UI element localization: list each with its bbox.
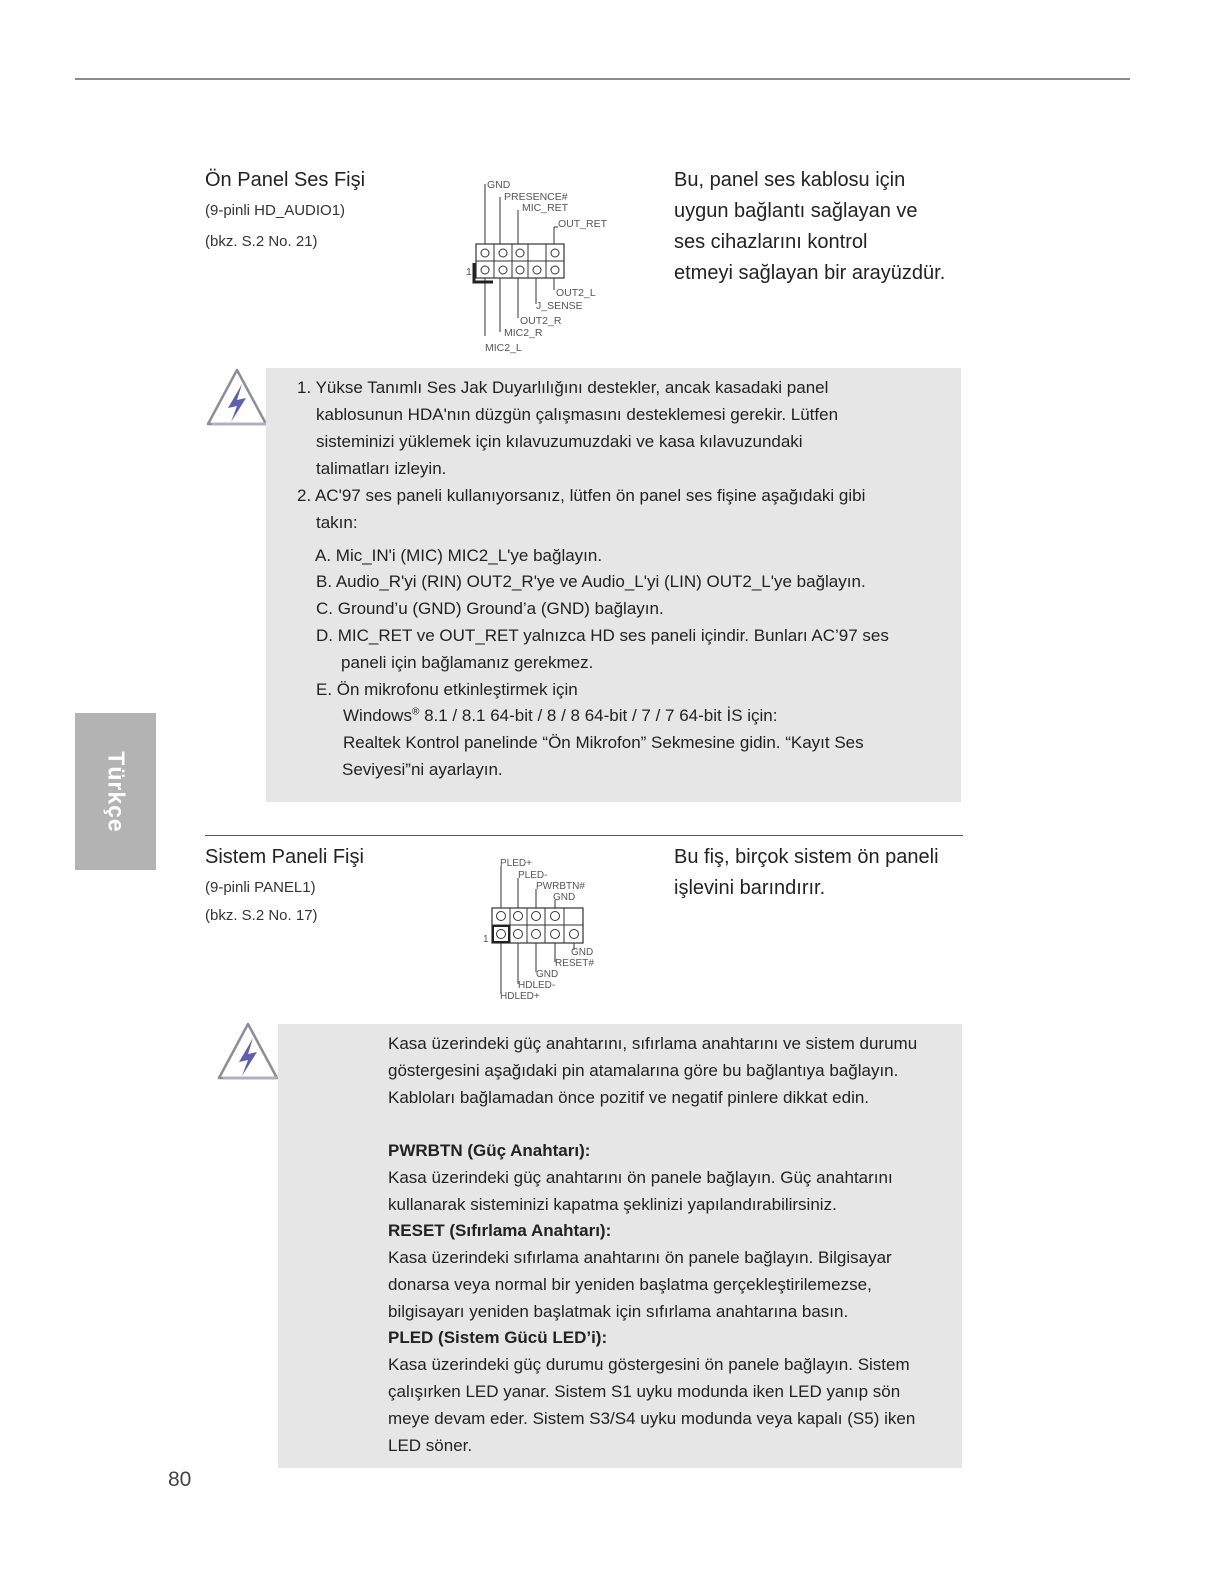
audio-desc-line: uygun bağlantı sağlayan ve — [674, 200, 918, 222]
panel-note-line: bilgisayarı yeniden başlatmak için sıfırlama anahtarına basın. — [388, 1302, 849, 1321]
pin-label-mic-ret: MIC_RET — [522, 202, 569, 214]
pin-label-j-sense: J_SENSE — [536, 300, 583, 312]
audio-note-line: D. MIC_RET ve OUT_RET yalnızca HD ses paneli içindir. Bunları AC’97 ses — [316, 626, 889, 645]
panel-header-title: Sistem Paneli Fişi — [205, 846, 364, 868]
page-number: 80 — [168, 1468, 192, 1491]
audio-note-line: kablosunun HDA'nın düzgün çalışmasını desteklemesi gerekir. Lütfen — [316, 405, 839, 424]
panel-note-line: göstergesini aşağıdaki pin atamalarına göre bu bağlantıya bağlayın. — [388, 1061, 899, 1080]
audio-header-subtitle: (9-pinli HD_AUDIO1) — [205, 202, 346, 219]
audio-note-line: paneli için bağlamanız gerekmez. — [341, 653, 594, 672]
header-rule — [75, 78, 1130, 80]
pin-label-out2-r: OUT2_R — [520, 315, 562, 327]
pin-label-mic2-l: MIC2_L — [485, 342, 522, 354]
windows-label: Windows — [343, 706, 412, 725]
audio-note-line: C. Ground’u (GND) Ground’a (GND) bağlayın. — [316, 599, 664, 618]
panel-desc-line: Bu fiş, birçok sistem ön paneli — [674, 846, 939, 868]
audio-note-line: Realtek Kontrol panelinde “Ön Mikrofon” Sekmesine gidin. “Kayıt Ses — [343, 733, 864, 752]
pin-label-gnd-right: GND — [571, 947, 594, 958]
warning-icon — [215, 1020, 281, 1084]
pin-label-pled-plus: PLED+ — [500, 858, 532, 869]
pin-label-one: 1 — [483, 934, 489, 945]
pin-label-out-ret: OUT_RET — [558, 218, 608, 230]
audio-note-line — [343, 706, 777, 726]
audio-note-line: E. Ön mikrofonu etkinleştirmek için — [316, 680, 578, 699]
section-divider — [205, 835, 963, 836]
audio-header-ref: (bkz. S.2 No. 21) — [205, 233, 318, 250]
panel-header-description — [674, 842, 939, 904]
pled-heading: PLED (Sistem Gücü LED’i): — [388, 1328, 608, 1347]
audio-header-title: Ön Panel Ses Fişi — [205, 169, 366, 191]
audio-note-line: B. Audio_R'yi (RIN) OUT2_R'ye ve Audio_L'yi (LIN) OUT2_L'ye bağlayın. — [316, 572, 866, 591]
panel-note-line: Kasa üzerindeki güç anahtarını ön panele bağlayın. Güç anahtarını — [388, 1168, 893, 1187]
pin-label-reset: RESET# — [555, 958, 594, 969]
windows-versions: 8.1 / 8.1 64-bit / 8 / 8 64-bit / 7 / 7 64-bit İS için: — [419, 706, 778, 725]
audio-note-line: sisteminizi yüklemek için kılavuzumuzdaki ve kasa kılavuzundaki — [316, 432, 803, 451]
audio-header-description — [674, 165, 945, 289]
pin-label-hdled-minus: HDLED- — [518, 980, 556, 991]
audio-note-line: talimatları izleyin. — [316, 459, 447, 478]
audio-note-line: A. Mic_IN'i (MIC) MIC2_L'ye bağlayın. — [315, 546, 603, 565]
panel-note-line: LED söner. — [388, 1436, 473, 1455]
audio-note-line: 2. AC'97 ses paneli kullanıyorsanız, lütfen ön panel ses fişine aşağıdaki gibi — [297, 486, 866, 505]
panel-note-line: kullanarak sisteminizi kapatma şeklinizi yapılandırabilirsiniz. — [388, 1195, 837, 1214]
pwrbtn-heading: PWRBTN (Güç Anahtarı): — [388, 1141, 591, 1160]
pin-label-out2-l: OUT2_L — [556, 287, 596, 299]
pin-label-gnd-bottom: GND — [536, 969, 559, 980]
audio-note-line: 1. Yükse Tanımlı Ses Jak Duyarlılığını destekler, ancak kasadaki panel — [297, 378, 829, 397]
pin-label-pled-minus: PLED- — [518, 870, 548, 881]
pin-label-one: 1 — [466, 266, 472, 278]
panel-note-line: meye devam eder. Sistem S3/S4 uyku modunda veya kapalı (S5) iken — [388, 1409, 916, 1428]
audio-desc-line: Bu, panel ses kablosu için — [674, 169, 906, 191]
audio-desc-line: etmeyi sağlayan bir arayüzdür. — [674, 262, 946, 284]
panel-note-line: çalışırken LED yanar. Sistem S1 uyku modunda iken LED yanıp sön — [388, 1382, 901, 1401]
audio-desc-line: ses cihazlarını kontrol — [674, 231, 868, 253]
pin-label-presence: PRESENCE# — [504, 191, 568, 203]
panel-note-line: Kasa üzerindeki güç durumu göstergesini ön panele bağlayın. Sistem — [388, 1355, 910, 1374]
pin-label-gnd: GND — [487, 179, 511, 191]
audio-pin-diagram — [462, 172, 622, 358]
pin-label-gnd-top: GND — [553, 892, 576, 903]
audio-note-line: takın: — [316, 513, 358, 532]
audio-note-line: Seviyesi”ni ayarlayın. — [342, 760, 503, 779]
panel-pin-diagram — [478, 854, 608, 1004]
language-tab-label: Türkçe — [103, 750, 129, 833]
language-tab — [75, 713, 156, 870]
panel-note-line: Kabloları bağlamadan önce pozitif ve negatif pinlere dikkat edin. — [388, 1088, 870, 1107]
reset-heading: RESET (Sıfırlama Anahtarı): — [388, 1221, 612, 1240]
pin-label-mic2-r: MIC2_R — [504, 327, 543, 339]
pin-label-pwrbtn: PWRBTN# — [536, 881, 585, 892]
pin-label-hdled-plus: HDLED+ — [500, 991, 540, 1002]
panel-header-subtitle: (9-pinli PANEL1) — [205, 879, 316, 896]
warning-icon — [204, 366, 270, 430]
panel-note-line: donarsa veya normal bir yeniden başlatma gerçekleştirilemezse, — [388, 1275, 872, 1294]
panel-note-line: Kasa üzerindeki sıfırlama anahtarını ön panele bağlayın. Bilgisayar — [388, 1248, 892, 1267]
panel-header-ref: (bkz. S.2 No. 17) — [205, 907, 318, 924]
registered-mark: ® — [411, 706, 420, 718]
panel-desc-line: işlevini barındırır. — [674, 877, 826, 899]
panel-note-line: Kasa üzerindeki güç anahtarını, sıfırlama anahtarını ve sistem durumu — [388, 1034, 918, 1053]
